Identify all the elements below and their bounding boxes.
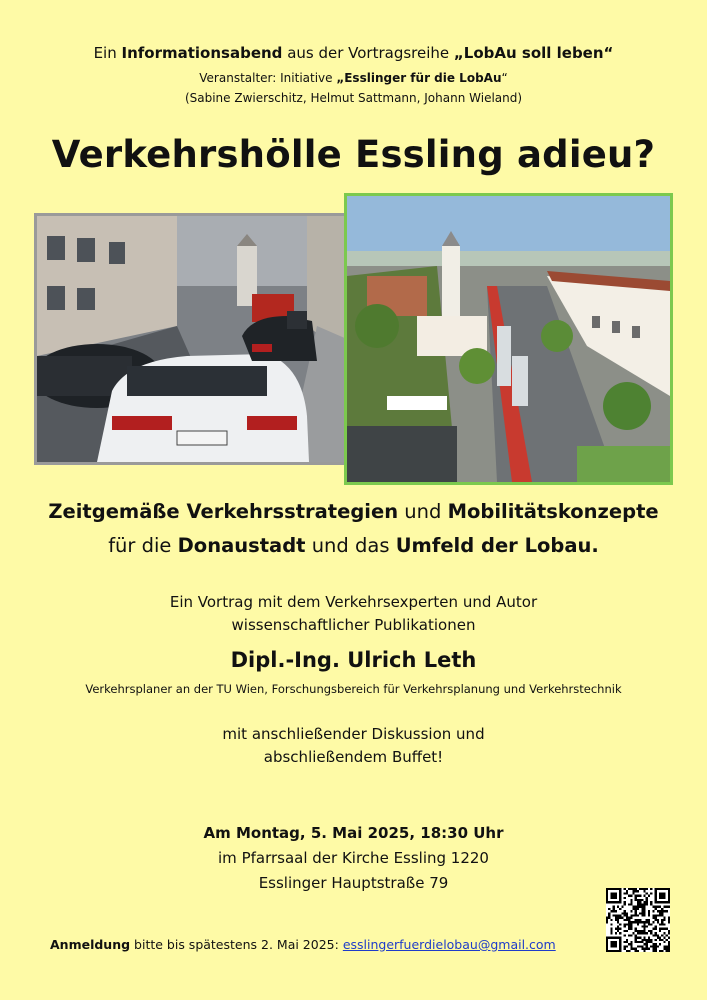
subtitle-bold-concepts: Mobilitätskonzepte [447,500,659,523]
event-address: Esslinger Hauptstraße 79 [258,874,449,892]
discussion-line-1: mit anschließender Diskussion und [222,725,485,743]
subtitle-text: und [398,500,448,523]
discussion-line-2: abschließendem Buffet! [263,748,444,766]
registration-deadline: bitte bis spätestens 2. Mai 2025: [130,937,343,952]
subtitle-bold-area: Umfeld der Lobau. [395,534,599,557]
organizer-label: Veranstalter: Initiative [199,71,337,85]
registration-label: Anmeldung [50,937,131,952]
organizer-quote: “ [501,71,508,85]
organizer-name: „Esslinger für die LobAu [336,71,502,85]
street-photo-image [37,216,363,462]
speaker-name: Dipl.-Ing. Ulrich Leth [230,648,477,672]
street-photo [34,213,366,465]
organizer-line [0,71,707,85]
page-title: Verkehrshölle Essling adieu? [51,133,656,176]
subtitle-line-2 [0,534,707,557]
talk-description-2: wissenschaftlicher Publikationen [231,616,476,634]
talk-description-1: Ein Vortrag mit dem Verkehrsexperten und Autor [169,593,538,611]
qr-code[interactable] [606,888,670,952]
intro-text-mid: aus der Vortragsreihe [282,44,454,62]
event-venue: im Pfarrsaal der Kirche Essling 1220 [218,849,489,867]
organizer-names: (Sabine Zwierschitz, Helmut Sattmann, Johann Wieland) [184,91,523,105]
subtitle-line-1 [0,500,707,523]
street-rendering-image [347,196,670,482]
qr-code-icon [606,888,670,952]
registration-line [50,937,556,952]
event-date: Am Montag, 5. Mai 2025, 18:30 Uhr [203,824,504,842]
subtitle-bold-strategies: Zeitgemäße Verkehrsstrategien [48,500,399,523]
series-name: „LobAu soll leben“ [453,44,614,62]
subtitle-text: und das [305,534,396,557]
subtitle-text: für die [108,534,178,557]
intro-line [0,44,707,62]
registration-email-link[interactable]: esslingerfuerdielobau@gmail.com [342,937,556,952]
intro-bold: Informationsabend [121,44,283,62]
subtitle-bold-district: Donaustadt [177,534,306,557]
intro-text: Ein [93,44,122,62]
street-rendering [344,193,673,485]
speaker-affiliation: Verkehrsplaner an der TU Wien, Forschungsbereich für Verkehrsplanung und Verkehrstechnik [85,682,622,696]
